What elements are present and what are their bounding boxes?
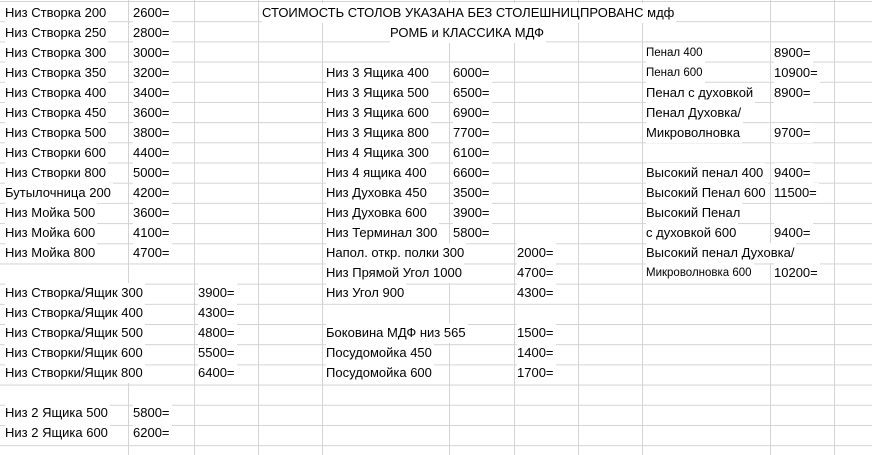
- item-price[interactable]: 9400=: [774, 223, 813, 243]
- item-label[interactable]: Низ Створка 300: [5, 43, 108, 63]
- item-label[interactable]: Высокий Пенал: [646, 203, 742, 223]
- item-price[interactable]: 1400=: [517, 343, 556, 363]
- item-label[interactable]: Низ Мойка 800: [5, 243, 97, 263]
- item-label[interactable]: Бутылочница 200: [5, 183, 113, 203]
- item-label[interactable]: с духовкой 600: [646, 223, 738, 243]
- item-label[interactable]: Посудомойка 450: [326, 343, 434, 363]
- item-price[interactable]: 5800=: [133, 403, 172, 423]
- item-price[interactable]: 3900=: [198, 283, 237, 303]
- item-price[interactable]: 4700=: [133, 243, 172, 263]
- item-label[interactable]: Низ Створки/Ящик 800: [5, 363, 145, 383]
- gridline: [258, 0, 259, 455]
- item-label[interactable]: Низ 3 Ящика 600: [326, 103, 431, 123]
- item-price[interactable]: 2600=: [133, 3, 172, 23]
- item-label[interactable]: Низ Створки 800: [5, 163, 108, 183]
- item-label[interactable]: Низ Угол 900: [326, 283, 406, 303]
- item-label[interactable]: Низ Створка/Ящик 300: [5, 283, 145, 303]
- item-price[interactable]: 4400=: [133, 143, 172, 163]
- item-price[interactable]: 5000=: [133, 163, 172, 183]
- sheet-title[interactable]: СТОИМОСТЬ СТОЛОВ УКАЗАНА БЕЗ СТОЛЕШНИЦ: [262, 3, 582, 23]
- item-label[interactable]: Низ Створки/Ящик 600: [5, 343, 145, 363]
- item-label[interactable]: Микроволновка: [646, 123, 742, 143]
- item-price[interactable]: 3900=: [453, 203, 492, 223]
- item-label[interactable]: Низ 4 ящика 400: [326, 163, 429, 183]
- item-label[interactable]: Низ 2 Ящика 500: [5, 403, 110, 423]
- item-price[interactable]: 8900=: [774, 83, 813, 103]
- item-price[interactable]: 4300=: [517, 283, 556, 303]
- item-price[interactable]: 10200=: [774, 263, 820, 283]
- item-price[interactable]: 9700=: [774, 123, 813, 143]
- gridline: [834, 0, 835, 455]
- item-label[interactable]: Низ Створка/Ящик 500: [5, 323, 145, 343]
- item-label[interactable]: Низ 3 Ящика 400: [326, 63, 431, 83]
- item-price[interactable]: 10900=: [774, 63, 820, 83]
- gridline: [578, 0, 579, 455]
- item-label[interactable]: Низ Створка 250: [5, 23, 108, 43]
- gridline: [322, 0, 323, 455]
- item-price[interactable]: 6100=: [453, 143, 492, 163]
- item-label[interactable]: Низ Створка 200: [5, 3, 108, 23]
- item-price[interactable]: 5800=: [453, 223, 492, 243]
- item-price[interactable]: 11500=: [774, 183, 819, 203]
- item-label[interactable]: Низ Терминал 300: [326, 223, 439, 243]
- item-label[interactable]: Низ Створка 400: [5, 83, 108, 103]
- item-price[interactable]: 5500=: [198, 343, 237, 363]
- item-price[interactable]: 3600=: [133, 203, 172, 223]
- item-price[interactable]: 1700=: [517, 363, 556, 383]
- gridline: [770, 0, 771, 455]
- item-price[interactable]: 9400=: [774, 163, 813, 183]
- item-price[interactable]: 4300=: [198, 303, 237, 323]
- gridline: [449, 0, 450, 455]
- item-price[interactable]: 3800=: [133, 123, 172, 143]
- item-label[interactable]: Микроволновка 600: [646, 263, 754, 283]
- item-label[interactable]: Пенал Духовка/: [646, 103, 743, 123]
- item-label[interactable]: Низ 3 Ящика 800: [326, 123, 431, 143]
- item-label[interactable]: Боковина МДФ низ 565: [326, 323, 468, 343]
- item-label[interactable]: Высокий Пенал 600: [646, 183, 768, 203]
- item-price[interactable]: 4700=: [517, 263, 556, 283]
- item-label[interactable]: Низ Мойка 600: [5, 223, 97, 243]
- item-price[interactable]: 4800=: [198, 323, 237, 343]
- item-price[interactable]: 3400=: [133, 83, 172, 103]
- item-label[interactable]: Низ Створка/Ящик 400: [5, 303, 145, 323]
- item-price[interactable]: 3200=: [133, 63, 172, 83]
- item-label[interactable]: Низ Прямой Угол 1000: [326, 263, 464, 283]
- item-label[interactable]: Пенал 600: [646, 63, 705, 83]
- item-price[interactable]: 2800=: [133, 23, 172, 43]
- item-label[interactable]: Низ 3 Ящика 500: [326, 83, 431, 103]
- gridline: [642, 0, 643, 455]
- item-price[interactable]: 6400=: [198, 363, 237, 383]
- item-price[interactable]: 3600=: [133, 103, 172, 123]
- provans-header[interactable]: ПРОВАНС мдф: [580, 3, 676, 23]
- romb-header[interactable]: РОМБ и КЛАССИКА МДФ: [390, 23, 546, 43]
- item-price[interactable]: 6900=: [453, 103, 492, 123]
- item-label[interactable]: Низ Мойка 500: [5, 203, 97, 223]
- item-label[interactable]: Низ Створки 600: [5, 143, 108, 163]
- item-price[interactable]: 3000=: [133, 43, 172, 63]
- item-price[interactable]: 3500=: [453, 183, 492, 203]
- item-label[interactable]: Высокий пенал Духовка/: [646, 243, 796, 263]
- item-label[interactable]: Низ 4 Ящика 300: [326, 143, 431, 163]
- item-label[interactable]: Низ Духовка 600: [326, 203, 429, 223]
- item-label[interactable]: Низ Створка 350: [5, 63, 108, 83]
- item-label[interactable]: Низ Духовка 450: [326, 183, 429, 203]
- gridline: [128, 0, 129, 455]
- item-price[interactable]: 1500=: [517, 323, 556, 343]
- item-price[interactable]: 4200=: [133, 183, 172, 203]
- gridline: [194, 0, 195, 455]
- item-price[interactable]: 4100=: [133, 223, 172, 243]
- item-label[interactable]: Посудомойка 600: [326, 363, 434, 383]
- item-label[interactable]: Пенал с духовкой: [646, 83, 755, 103]
- item-label[interactable]: Низ 2 Ящика 600: [5, 423, 110, 443]
- item-price[interactable]: 6200=: [133, 423, 172, 443]
- item-price[interactable]: 6500=: [453, 83, 492, 103]
- gridline: [514, 0, 515, 455]
- item-label[interactable]: Напол. откр. полки 300: [326, 243, 466, 263]
- item-label[interactable]: Высокий пенал 400: [646, 163, 765, 183]
- item-label[interactable]: Пенал 400: [646, 43, 705, 63]
- item-label[interactable]: Низ Створка 450: [5, 103, 108, 123]
- item-price[interactable]: 7700=: [453, 123, 492, 143]
- item-price[interactable]: 6600=: [453, 163, 492, 183]
- item-price[interactable]: 2000=: [517, 243, 556, 263]
- item-label[interactable]: Низ Створка 500: [5, 123, 108, 143]
- item-price[interactable]: 8900=: [774, 43, 813, 63]
- item-price[interactable]: 6000=: [453, 63, 492, 83]
